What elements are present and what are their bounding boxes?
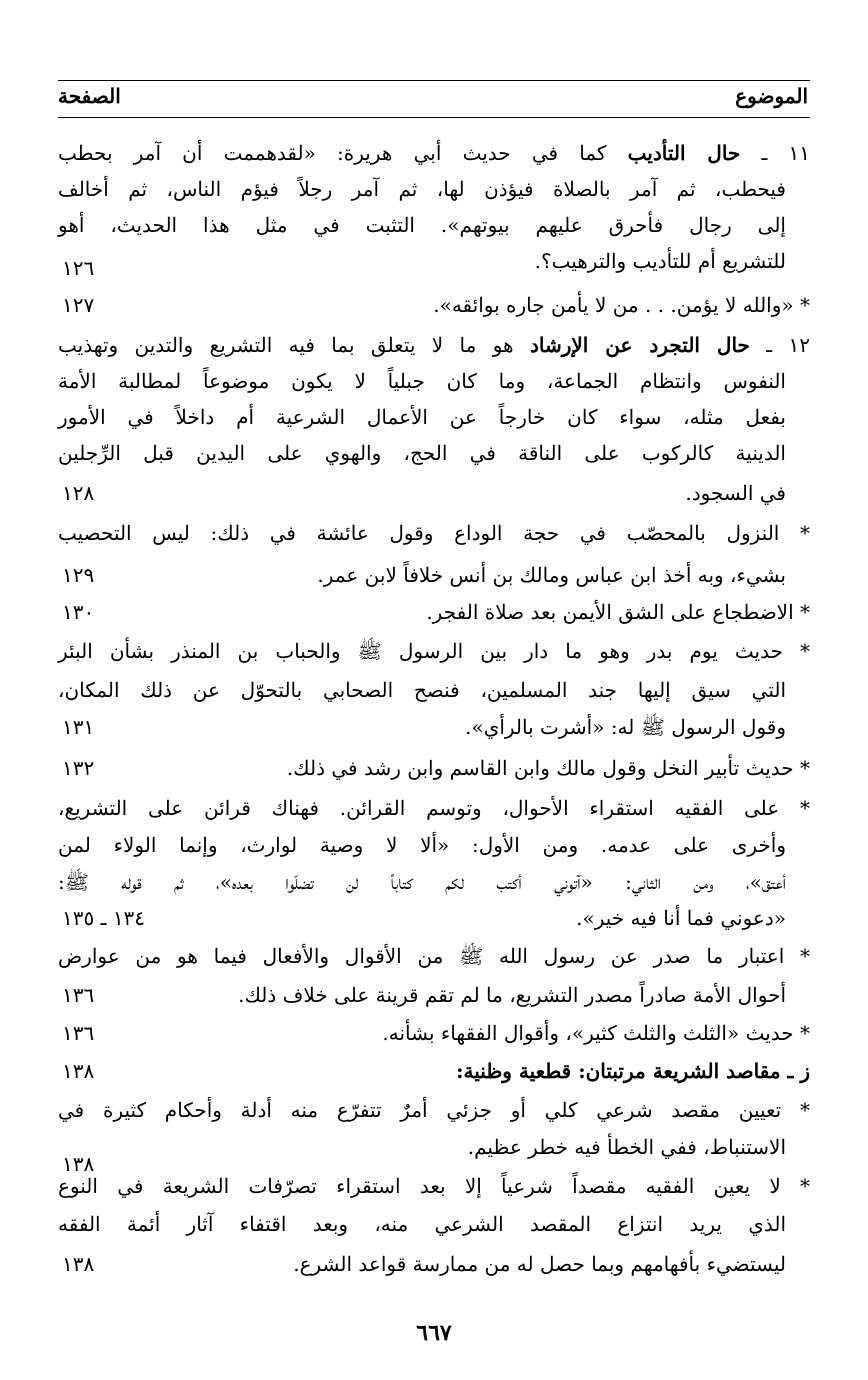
entry-text: لا يعين الفقيه مقصداً شرعياً إلا بعد استقراء تصرّفات الشريعة في النوع xyxy=(58,1174,781,1198)
bullet-marker: * xyxy=(800,639,810,663)
section-letter: ز ـ xyxy=(787,1059,810,1083)
bullet-marker: * xyxy=(800,1098,811,1122)
entry-line: بشيء، وبه أخذ ابن عباس ومالك بن أنس خلافاً لابن عمر. xyxy=(317,563,786,587)
section-heading xyxy=(456,1053,810,1089)
entry-line: بفعل مثله، سواء كان خارجاً عن الأعمال الشرعية أم داخلاً في الأمور xyxy=(58,405,786,429)
entry-line: الاستنباط، ففي الخطأ فيه خطر عظيم. xyxy=(467,1135,786,1159)
entry-line: في السجود. xyxy=(685,481,786,505)
bullet-marker: * xyxy=(800,1021,810,1045)
entry-line xyxy=(433,287,810,323)
page-number: ١٢٦ xyxy=(62,256,95,280)
header-page-label: الصفحة xyxy=(58,84,121,108)
page-number: ١٢٩ xyxy=(62,563,95,587)
entry-line xyxy=(58,938,810,974)
entry-heading: حال التأديب xyxy=(627,141,741,165)
entry-text: حديث تأبير النخل وقول مالك وابن القاسم وابن رشد في ذلك. xyxy=(286,756,794,780)
entry-line xyxy=(58,790,810,826)
entry-text: كما في حديث أبي هريرة: «لقدهممت أن آمر بحطب xyxy=(58,141,607,165)
page-number: ١٣٨ xyxy=(62,1152,95,1176)
entry-number: ١٢ ـ xyxy=(766,333,810,357)
entry-line xyxy=(58,135,810,171)
entry-line: ليستضيء بأفهامهم وبما حصل له من ممارسة قواعد الشرع. xyxy=(293,1252,786,1276)
entry-line: إلى رجال فأحرق عليهم بيوتهم». التثبت في مثل هذا الحديث، أهو xyxy=(58,213,786,237)
entry-line xyxy=(426,594,810,630)
page-number: ١٣٨ xyxy=(62,1252,95,1276)
bullet-marker: * xyxy=(800,293,810,317)
index-header xyxy=(58,80,810,118)
entry-text: حديث يوم بدر وهو ما دار بين الرسول ﷺ والحباب بن المنذر بشأن البئر xyxy=(58,639,783,663)
entry-text: «والله لا يؤمن. . . من لا يأمن جاره بوائقه». xyxy=(433,293,794,317)
entry-line: أحوال الأمة صادراً مصدر التشريع، ما لم تقم قرينة على خلاف ذلك. xyxy=(238,983,786,1007)
entry-line: الدينية كالركوب على الناقة في الحج، والهوي على اليدين قبل الرِّجلين xyxy=(58,441,786,465)
bullet-marker: * xyxy=(800,521,810,545)
entry-line: النفوس وانتظام الجماعة، وما كان جبلياً لا يكون موضوعاً لمطالبة الأمة xyxy=(58,369,786,393)
page-number: ١٣٢ xyxy=(62,756,95,780)
entry-line xyxy=(58,1092,810,1128)
folio-page-number: ٦٦٧ xyxy=(416,1320,452,1346)
page-number: ١٣٦ xyxy=(62,1021,95,1045)
entry-text: الاضطجاع على الشق الأيمن بعد صلاة الفجر. xyxy=(426,600,794,624)
entry-text: تعيين مقصد شرعي كلي أو جزئي أمرٌ تتفرّع منه أدلة وأحكام كثيرة في xyxy=(58,1098,782,1122)
page-number: ١٣٤ ـ ١٣٥ xyxy=(62,906,146,930)
page-number: ١٣١ xyxy=(62,715,95,739)
page-number: ١٢٧ xyxy=(62,293,95,317)
bullet-marker: * xyxy=(800,600,810,624)
entry-line xyxy=(58,327,810,363)
section-title: مقاصد الشريعة مرتبتان: قطعية وظنية: xyxy=(456,1059,781,1083)
entry-line xyxy=(287,750,810,786)
page-number: ١٣٨ xyxy=(62,1059,95,1083)
bullet-marker: * xyxy=(800,756,810,780)
entry-text: على الفقيه استقراء الأحوال، وتوسم القرائن. فهناك قرائن على التشريع، xyxy=(58,796,780,820)
header-topic-label: الموضوع xyxy=(735,84,808,108)
entry-line: للتشريع أم للتأديب والترهيب؟. xyxy=(534,249,786,273)
entry-line: أعتق»، ومن الثاني: «آتوني أكتب لكم كتاباً لن تضلّوا بعده»، ثم قوله ﷺ: xyxy=(58,870,786,894)
page-number: ١٢٨ xyxy=(62,481,95,505)
bullet-marker: * xyxy=(800,1174,810,1198)
bullet-marker: * xyxy=(800,944,811,968)
entry-line xyxy=(58,1168,810,1204)
page-number: ١٣٠ xyxy=(62,600,95,624)
entry-line: «دعوني فما أنا فيه خير». xyxy=(576,906,786,930)
entry-line: وأخرى على عدمه. ومن الأول: «ألا لا وصية لوارث، وإنما الولاء لمن xyxy=(58,833,786,857)
entry-number: ١١ ـ xyxy=(761,141,811,165)
entry-line: التي سيق إليها جند المسلمين، فنصح الصحابي بالتحوّل عن ذلك المكان، xyxy=(58,678,786,702)
entry-line xyxy=(58,515,810,551)
entry-text: اعتبار ما صدر عن رسول الله ﷺ من الأقوال والأفعال فيما هو من عوارض xyxy=(58,944,785,968)
page-number: ١٣٦ xyxy=(62,983,95,1007)
entry-line: الذي يريد انتزاع المقصد الشرعي منه، وبعد اقتفاء آثار أئمة الفقه xyxy=(58,1212,786,1236)
entry-text: هو ما لا يتعلق بما فيه التشريع والتدين وتهذيب xyxy=(58,333,514,357)
entry-line: فيحطب، ثم آمر بالصلاة فيؤذن لها، ثم آمر رجلاً فيؤم الناس، ثم أخالف xyxy=(58,177,786,201)
entry-heading: حال التجرد عن الإرشاد xyxy=(529,333,750,357)
entry-line xyxy=(382,1015,810,1051)
entry-line xyxy=(58,633,810,669)
bullet-marker: * xyxy=(800,796,811,820)
entry-line: وقول الرسول ﷺ له: «أشرت بالرأي». xyxy=(465,715,786,739)
entry-text: حديث «الثلث والثلث كثير»، وأقوال الفقهاء بشأنه. xyxy=(382,1021,794,1045)
entry-text: النزول بالمحصّب في حجة الوداع وقول عائشة في ذلك: ليس التحصيب xyxy=(58,521,780,545)
